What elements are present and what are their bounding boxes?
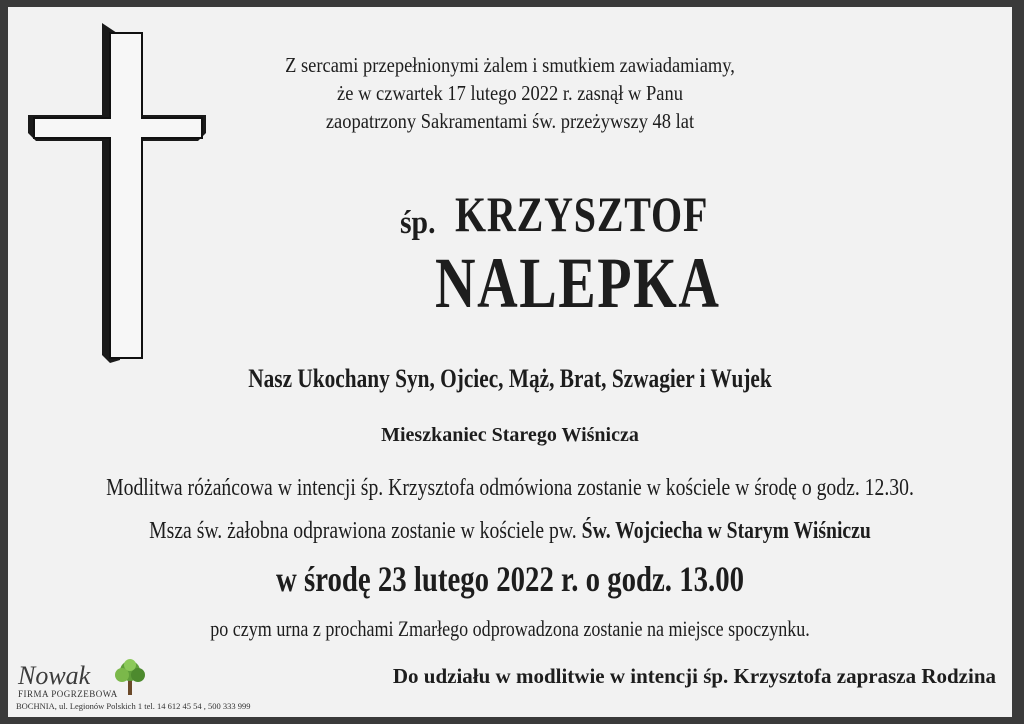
rosary-info: Modlitwa różańcowa w intencji śp. Krzysztofa odmówiona zostanie w kościele w środę o godz. 12.30.: [106, 475, 914, 501]
mass-date: w środę 23 lutego 2022 r. o godz. 13.00: [276, 559, 744, 599]
residence: Mieszkaniec Starego Wiśnicza: [381, 424, 639, 446]
urn-info: po czym urna z prochami Zmarłego odprowadzona zostanie na miejsce spoczynku.: [210, 616, 810, 641]
mass-info: [98, 518, 921, 545]
funeral-home-address: BOCHNIA, ul. Legionów Polskich 1 tel. 14 612 45 54 , 500 333 999: [16, 701, 251, 711]
invitation: Do udziału w modlitwie w intencji śp. Krzysztofa zaprasza Rodzina: [392, 664, 996, 688]
obituary-card: [8, 7, 1012, 717]
deceased-first-name: KRZYSZTOF: [455, 186, 709, 242]
mass-church: Św. Wojciecha w Starym Wiśniczu: [581, 518, 871, 544]
funeral-home-subtitle: FIRMA POGRZEBOWA: [18, 689, 118, 699]
funeral-home-name: Nowak: [18, 661, 91, 690]
intro-line-1: Z sercami przepełnionymi żalem i smutkiem zawiadamiamy,: [285, 53, 735, 77]
deceased-prefix: śp.: [400, 205, 436, 241]
funeral-home-logo: [12, 657, 282, 717]
deceased-last-name: NALEPKA: [435, 243, 721, 323]
mass-text: Msza św. żałobna odprawiona zostanie w kościele pw.: [149, 518, 582, 544]
family-relation: Nasz Ukochany Syn, Ojciec, Mąż, Brat, Szwagier i Wujek: [248, 364, 772, 393]
intro-line-3: zaopatrzony Sakramentami św. przeżywszy 48 lat: [325, 109, 695, 133]
intro-line-2: że w czwartek 17 lutego 2022 r. zasnął w Panu: [337, 81, 683, 105]
